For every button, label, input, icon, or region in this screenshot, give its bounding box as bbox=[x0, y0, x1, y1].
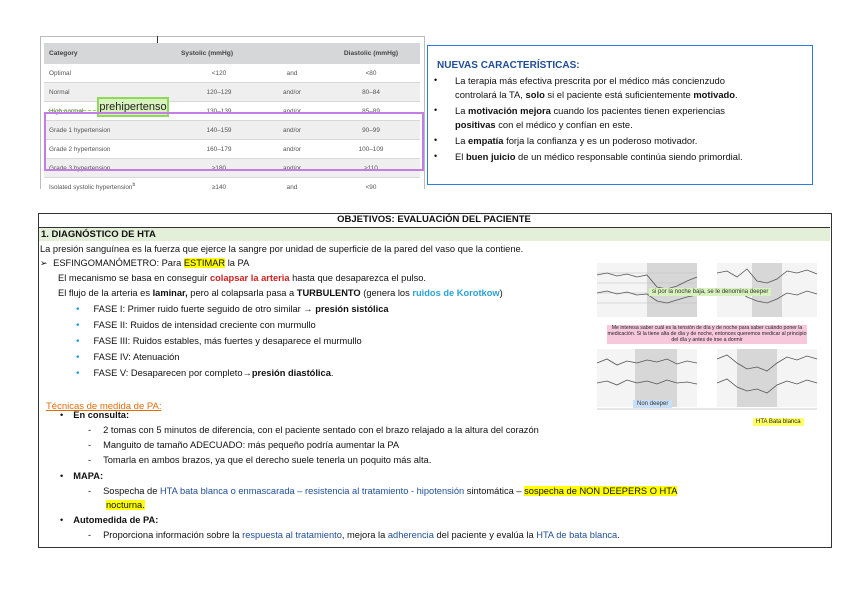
bullet-icon: • bbox=[76, 368, 80, 379]
text: FASE II: Ruidos de intensidad creciente con murmullo bbox=[93, 320, 316, 330]
cell-category: Grade 3 hypertension bbox=[44, 159, 176, 178]
cell-connector: and/or bbox=[262, 102, 322, 121]
highlight-text: sospecha de NON DEEPERS O HTA bbox=[524, 486, 678, 496]
text-red: colapsar la arteria bbox=[209, 273, 290, 283]
cell-category: Grade 2 hypertension bbox=[44, 140, 176, 159]
nuevas-title: NUEVAS CARACTERÍSTICAS: bbox=[437, 60, 580, 71]
night-shade bbox=[635, 349, 677, 407]
header-systolic: Systolic (mmHg) bbox=[176, 43, 262, 64]
text: FASE I: Primer ruido fuerte seguido de otro similar → bbox=[93, 304, 316, 314]
text-bold: MAPA: bbox=[73, 471, 104, 481]
bullet-icon: • bbox=[60, 515, 64, 525]
text: Manguito de tamaño ADECUADO: más pequeño podría aumentar la PA bbox=[103, 440, 400, 450]
mecanismo-line bbox=[58, 273, 426, 283]
cell-diastolic: <80 bbox=[322, 64, 420, 83]
dash-icon: - bbox=[88, 425, 92, 435]
cell-category: Optimal bbox=[44, 64, 176, 83]
dash-icon: - bbox=[88, 440, 92, 450]
text: cuando los pacientes tienen experiencias bbox=[550, 105, 725, 116]
text: si el paciente está suficientemente bbox=[544, 88, 694, 100]
esfingomanometro-line bbox=[40, 258, 249, 269]
text: forja la confianza y es un poderoso motivador. bbox=[503, 135, 698, 146]
text: con el médico y confían en este. bbox=[495, 118, 633, 130]
bullet-icon: • bbox=[434, 75, 438, 85]
text: La terapia más efectiva prescrita por el médico más concienzudo bbox=[455, 75, 725, 86]
text-blue: ruidos de Korotkow bbox=[412, 288, 500, 298]
list-item bbox=[434, 150, 802, 164]
text-bold: buen juicio bbox=[465, 151, 516, 162]
cell-category: Normal bbox=[44, 83, 176, 102]
text: del paciente y evalúa la bbox=[433, 530, 537, 540]
consulta-item bbox=[60, 410, 129, 420]
objetivos-title: OBJETIVOS: EVALUACIÓN DEL PACIENTE bbox=[38, 213, 830, 228]
text: . bbox=[617, 530, 620, 540]
cell-diastolic: <90 bbox=[322, 178, 420, 197]
text: (genera los bbox=[360, 288, 413, 298]
text: FASE III: Ruidos estables, más fuertes y desaparece el murmullo bbox=[93, 336, 362, 346]
text-bold: presión sistólica bbox=[315, 304, 389, 314]
bullet-icon: • bbox=[76, 304, 80, 315]
text: El bbox=[455, 151, 466, 162]
cell-diastolic: 100–109 bbox=[322, 140, 420, 159]
highlight-text: ESTIMAR bbox=[183, 258, 226, 268]
isolated-label: Isolated systolic hypertension bbox=[49, 184, 133, 192]
cell-connector: and/or bbox=[262, 140, 322, 159]
bata-blanca-label: HTA Bata blanca bbox=[753, 418, 804, 426]
cell-category: Grade 1 hypertension bbox=[44, 121, 176, 140]
text-bold: motivación mejora bbox=[468, 105, 551, 116]
cell-systolic: 130–139 bbox=[176, 102, 262, 121]
pink-note: Me interesa saber cuál es la tensión de día y de noche para saber cuándo poner la medicación. Si la tiene alta de día y de noche, entonces queremos medicar al principio del día y antes de irse a dormir bbox=[607, 325, 807, 344]
cell-category bbox=[44, 178, 176, 197]
section-title: 1. DIAGNÓSTICO DE HTA bbox=[41, 229, 156, 240]
text: la PA bbox=[225, 258, 250, 268]
cell-connector: and/or bbox=[262, 83, 322, 102]
cell-systolic: ≥140 bbox=[176, 178, 262, 197]
footnote-mark: b bbox=[132, 182, 136, 189]
text: Tomarla en ambos brazos, ya que el derecho suele tenerla un poquito más alta. bbox=[103, 455, 432, 465]
text-bold: solo bbox=[525, 88, 545, 100]
arrow-bullet-icon: ➢ bbox=[40, 258, 48, 268]
deeper-label: si por la noche baja, se le denomina deeper bbox=[649, 288, 771, 296]
hypertension-grades-highlight bbox=[44, 112, 424, 171]
list-item bbox=[434, 74, 802, 101]
text: 2 tomas con 5 minutos de diferencia, con el paciente sentado con el brazo relajado a la altura del corazón bbox=[103, 425, 539, 435]
text: La bbox=[455, 135, 469, 146]
bullet-icon: • bbox=[434, 135, 438, 145]
text: El flujo de la arteria es bbox=[58, 288, 153, 298]
mapa-curves-figure bbox=[587, 259, 821, 427]
text-bold: En consulta: bbox=[73, 410, 130, 420]
dash-icon: - bbox=[88, 486, 92, 496]
high-normal-underline bbox=[48, 109, 96, 111]
text: , mejora la bbox=[341, 530, 388, 540]
intro-text: La presión sanguínea es la fuerza que ejerce la sangre por unidad de superficie de la pared del vaso que la contiene. bbox=[40, 244, 524, 254]
cell-systolic: <120 bbox=[176, 64, 262, 83]
list-item bbox=[434, 104, 802, 131]
text-blue: respuesta al tratamiento bbox=[242, 530, 342, 540]
cell-connector: and/or bbox=[262, 121, 322, 140]
list-item bbox=[434, 134, 802, 148]
text: controlará la TA, bbox=[455, 88, 526, 100]
cell-connector: and bbox=[262, 64, 322, 83]
text-bold: motivado bbox=[693, 88, 736, 100]
header-blank bbox=[262, 43, 322, 64]
sub-item bbox=[88, 440, 399, 450]
cell-connector: and/or bbox=[262, 159, 322, 178]
cell-connector: and bbox=[262, 178, 322, 197]
text: FASE IV: Atenuación bbox=[93, 352, 180, 362]
cell-diastolic: 85–89 bbox=[322, 102, 420, 121]
sub-item bbox=[88, 486, 677, 496]
text-blue: HTA de bata blanca bbox=[536, 530, 618, 540]
cell-diastolic: 90–99 bbox=[322, 121, 420, 140]
cell-systolic: 160–179 bbox=[176, 140, 262, 159]
text-bold: laminar, bbox=[152, 288, 188, 298]
mapa-item bbox=[60, 471, 103, 481]
table-header-row bbox=[44, 43, 420, 64]
highlight-text: nocturna. bbox=[106, 500, 145, 510]
fase-item bbox=[76, 352, 179, 363]
sub-item bbox=[88, 455, 431, 465]
text: . bbox=[330, 368, 334, 378]
text-bold: TURBULENTO bbox=[296, 288, 361, 298]
text: hasta que desaparezca el pulso. bbox=[289, 273, 426, 283]
text-bold: Automedida de PA: bbox=[73, 515, 159, 525]
text: La bbox=[455, 105, 469, 116]
fase-item bbox=[76, 368, 333, 379]
bullet-icon: • bbox=[60, 471, 64, 481]
fase-item bbox=[76, 320, 316, 331]
bullet-icon: • bbox=[76, 336, 80, 347]
flujo-line bbox=[58, 288, 503, 298]
header-diastolic: Diastolic (mmHg) bbox=[322, 43, 420, 64]
prehipertenso-annotation: prehipertenso bbox=[97, 97, 169, 117]
cell-diastolic: ≥110 bbox=[322, 159, 420, 178]
non-deeper-label: Non deeper bbox=[633, 400, 672, 408]
bullet-icon: • bbox=[76, 352, 80, 363]
cell-systolic: ≥180 bbox=[176, 159, 262, 178]
text: ) bbox=[499, 288, 503, 298]
sub-item bbox=[88, 425, 539, 435]
dash-icon: - bbox=[88, 530, 92, 540]
table-row bbox=[44, 64, 420, 83]
header-category: Category bbox=[44, 43, 176, 64]
tecnicas-title: Técnicas de medida de PA: bbox=[46, 401, 162, 412]
text: ESFINGOMANÓMETRO: Para bbox=[53, 258, 184, 268]
text: Proporciona información sobre la bbox=[103, 530, 243, 540]
text-blue: adherencia bbox=[387, 530, 434, 540]
cell-systolic: 140–159 bbox=[176, 121, 262, 140]
text: pero al colapsarla pasa a bbox=[187, 288, 297, 298]
cell-systolic: 120–129 bbox=[176, 83, 262, 102]
night-shade bbox=[737, 349, 777, 407]
sub-item bbox=[88, 530, 620, 540]
automedida-item bbox=[60, 515, 158, 525]
text: FASE V: Desaparecen por completo→ bbox=[93, 368, 252, 378]
bullet-icon: • bbox=[434, 105, 438, 115]
cell-category: High normal bbox=[44, 102, 176, 121]
table-row bbox=[44, 178, 420, 197]
text: El mecanismo se basa en conseguir bbox=[58, 273, 210, 283]
bullet-icon: • bbox=[434, 151, 438, 161]
text-bold: presión diastólica bbox=[251, 368, 331, 378]
text-bold: empatía bbox=[468, 135, 504, 146]
text-bold: positivas bbox=[455, 118, 496, 130]
text: de un médico responsable continúa siendo primordial. bbox=[515, 151, 743, 162]
dash-icon: - bbox=[88, 455, 92, 465]
text: Sospecha de bbox=[103, 486, 160, 496]
text: sintomática – bbox=[464, 486, 525, 496]
bullet-icon: • bbox=[60, 410, 64, 420]
fase-item bbox=[76, 304, 389, 315]
cell-diastolic: 80–84 bbox=[322, 83, 420, 102]
text-blue: HTA bata blanca o enmascarada – resistencia al tratamiento - hipotensión bbox=[159, 486, 465, 496]
sub-item-cont bbox=[106, 500, 145, 510]
text: . bbox=[735, 88, 738, 100]
bullet-icon: • bbox=[76, 320, 80, 331]
diagnostico-heading bbox=[39, 228, 830, 241]
fase-item bbox=[76, 336, 362, 347]
